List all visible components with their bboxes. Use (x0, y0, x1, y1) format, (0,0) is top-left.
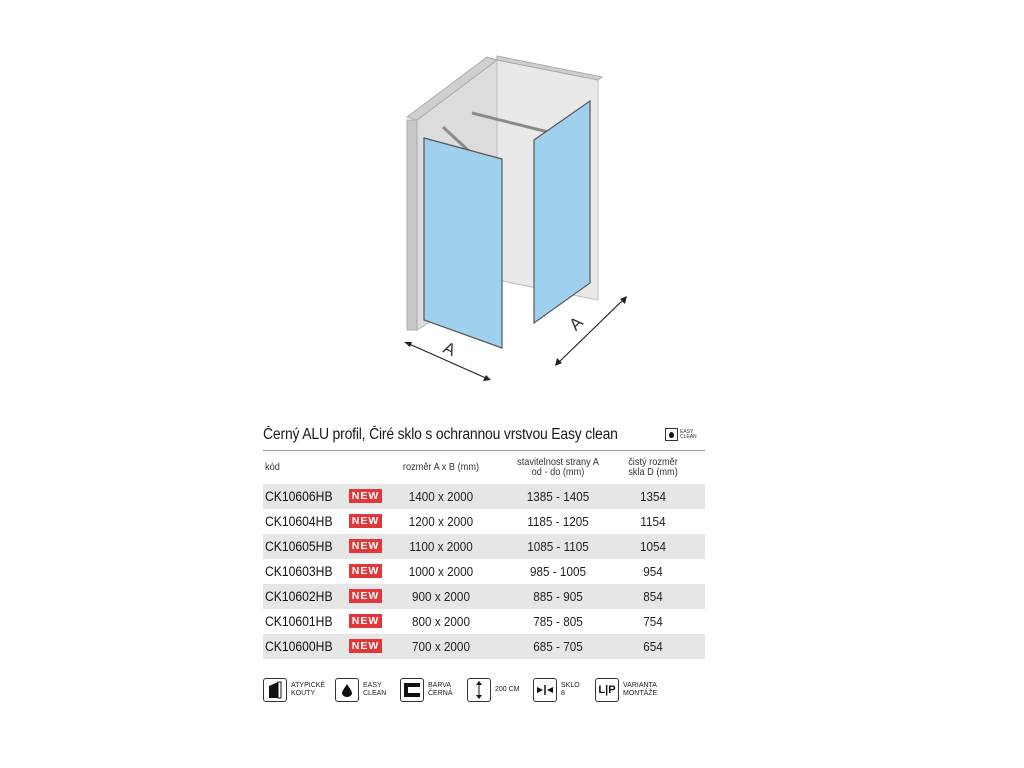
table-row (263, 559, 705, 584)
adjustability-value: 1085 - 1105 (527, 539, 589, 554)
new-badge: NEW (349, 514, 382, 528)
table-body (263, 484, 705, 659)
new-badge: NEW (349, 639, 382, 653)
legend-item-glass-thickness (533, 676, 580, 704)
legend-item-black-color (400, 676, 453, 704)
easy-clean-badge (665, 428, 697, 441)
height-icon (467, 678, 491, 702)
shower-walk-in-illustration (380, 55, 650, 395)
table-row (263, 584, 705, 609)
dimension-arrow-right (555, 296, 627, 366)
legend-text: EASY CLEAN (363, 682, 387, 697)
glass-panel-right (534, 101, 590, 323)
product-code: CK10603HB (265, 564, 333, 579)
dimension-label-right: A (565, 312, 587, 335)
header-code: kód (265, 462, 280, 473)
legend-text: SKLO 8 (561, 682, 580, 697)
product-table (263, 450, 705, 659)
table-row (263, 534, 705, 559)
size-value: 1400 x 2000 (408, 489, 474, 504)
product-code: CK10601HB (265, 614, 333, 629)
adjustability-value: 985 - 1005 (530, 564, 586, 579)
table-row (263, 509, 705, 534)
easy-badge-line1: EASY (680, 428, 694, 435)
adjustability-value: 685 - 705 (533, 639, 583, 654)
drop-icon (335, 678, 359, 702)
size-value: 1100 x 2000 (409, 539, 473, 554)
easy-clean-badge-icon (665, 428, 678, 441)
adjustability-value: 785 - 805 (533, 614, 583, 629)
product-code: CK10604HB (265, 514, 333, 529)
dimension-label-left: A (440, 338, 459, 361)
clear-size-value: 754 (643, 614, 663, 629)
adjustability-value: 1385 - 1405 (526, 489, 590, 504)
clear-size-value: 1354 (639, 489, 667, 504)
table-row (263, 609, 705, 634)
new-badge: NEW (349, 589, 382, 603)
wall-edge (407, 120, 417, 330)
clear-size-value: 1154 (640, 514, 666, 529)
legend-item-easy-clean (335, 676, 386, 704)
product-title: Černý ALU profil, Čiré sklo s ochrannou vrstvou Easy clean (263, 426, 618, 443)
header-adjustability: stavitelnost strany A od - do (mm) (517, 457, 599, 478)
left-right-icon (595, 678, 619, 702)
product-code: CK10606HB (265, 489, 333, 504)
legend-item-atypical (263, 676, 325, 704)
product-code: CK10600HB (265, 639, 333, 654)
drop-icon (669, 432, 674, 438)
size-value: 900 x 2000 (412, 589, 470, 604)
clear-size-value: 1054 (639, 539, 667, 554)
legend-text: VARIANTA MONTÁŽE (623, 682, 658, 697)
size-value: 800 x 2000 (412, 614, 470, 629)
table-header (263, 450, 705, 484)
clear-size-value: 854 (643, 589, 663, 604)
new-badge: NEW (349, 564, 382, 578)
product-code: CK10605HB (265, 539, 333, 554)
legend-text: BARVA ČERNÁ (428, 682, 453, 697)
table-row (263, 634, 705, 659)
table-row (263, 484, 705, 509)
size-value: 700 x 2000 (412, 639, 470, 654)
new-badge: NEW (349, 539, 382, 553)
adjustability-value: 885 - 905 (533, 589, 583, 604)
legend-item-height (467, 676, 520, 704)
adjustability-value: 1185 - 1205 (527, 514, 589, 529)
legend-text: ATYPICKÉ KOUTY (291, 682, 326, 697)
easy-badge-line2: CLEAN (680, 433, 697, 440)
header-size: rozměr A x B (mm) (402, 462, 480, 473)
product-code: CK10602HB (265, 589, 333, 604)
left-right-letters: L|P (598, 684, 616, 696)
size-value: 1000 x 2000 (408, 564, 474, 579)
clear-size-value: 654 (643, 639, 663, 654)
clear-size-value: 954 (643, 564, 663, 579)
new-badge: NEW (349, 614, 382, 628)
legend-item-mounting (595, 676, 657, 704)
glass-thickness-icon (533, 678, 557, 702)
product-title-row (263, 425, 657, 445)
legend-text: 200 CM (495, 686, 520, 693)
header-clear-size: čistý rozměr skla D (mm) (628, 457, 678, 478)
black-profile-icon (400, 678, 424, 702)
glass-panel-left (424, 138, 502, 348)
atypical-corner-icon (263, 678, 287, 702)
size-value: 1200 x 2000 (408, 514, 474, 529)
new-badge: NEW (349, 489, 382, 503)
